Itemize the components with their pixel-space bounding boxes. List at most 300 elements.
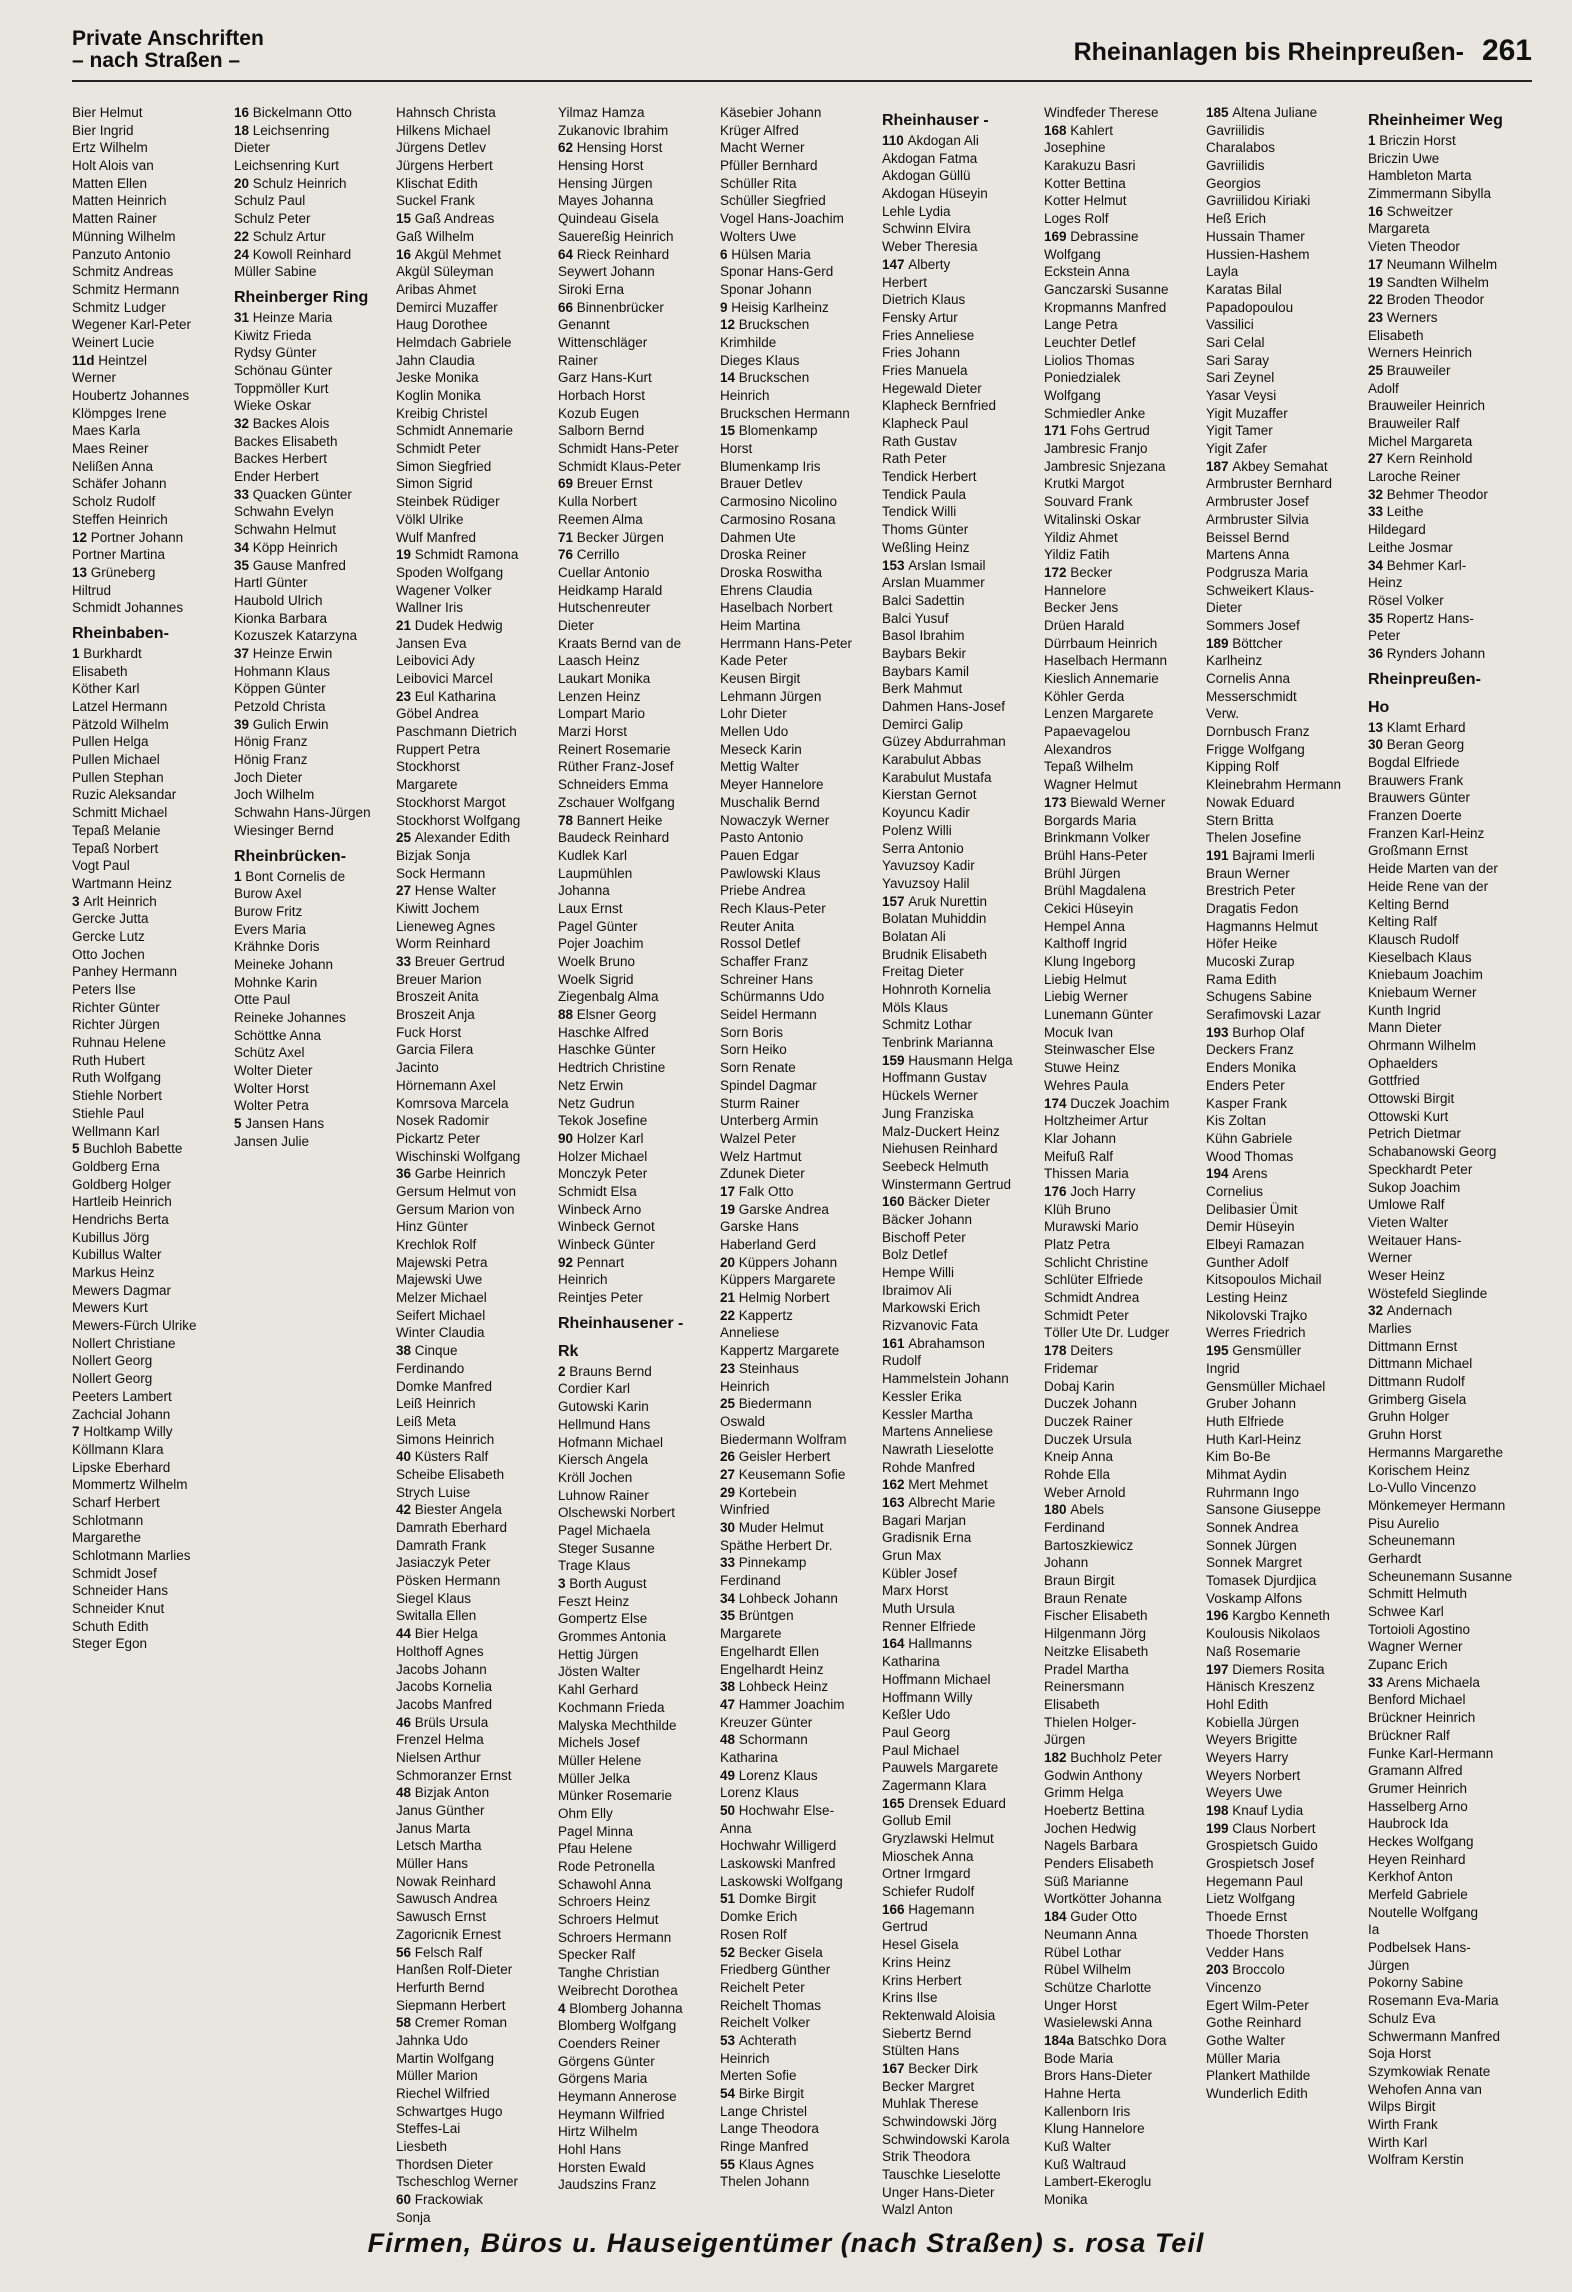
- directory-entry: Gensmüller Michael: [1206, 1378, 1326, 1394]
- directory-entry: Ziegenbalg Alma: [558, 989, 659, 1005]
- directory-entry: Kulla Norbert: [558, 494, 637, 510]
- directory-entry: Reichelt Thomas: [720, 1997, 822, 2013]
- directory-entry: 33 Breuer Gertrud: [396, 954, 505, 969]
- directory-entry: Briczin Uwe: [1368, 150, 1440, 166]
- directory-entry: Johanna: [558, 883, 610, 899]
- directory-entry: Martens Anneliese: [882, 1424, 994, 1440]
- directory-entry: Niehusen Reinhard: [882, 1141, 998, 1157]
- directory-entry: Schäfer Johann: [72, 476, 167, 492]
- directory-entry: Haselbach Hermann: [1044, 653, 1168, 669]
- street-heading: Rheinheimer Weg: [1368, 112, 1503, 129]
- directory-entry: Dieter: [234, 140, 271, 156]
- directory-entry: Hörnemann Axel: [396, 1077, 496, 1093]
- directory-entry: Schreiner Hans: [720, 971, 814, 987]
- directory-entry: Dahmen Hans-Josef: [882, 699, 1006, 714]
- directory-entry: 5 Jansen Hans: [234, 1116, 325, 1132]
- directory-entry: Armbruster Josef: [1206, 494, 1309, 510]
- directory-entry: Dittmann Michael: [1368, 1356, 1473, 1372]
- directory-entry: Ibraimov Ali: [882, 1282, 952, 1298]
- directory-entry: Pradel Martha: [1044, 1661, 1129, 1677]
- directory-entry: Steinwascher Else: [1044, 1042, 1156, 1058]
- directory-entry: Meineke Johann: [234, 956, 334, 972]
- directory-entry: Matten Rainer: [72, 211, 157, 227]
- directory-entry: Thissen Maria: [1044, 1166, 1129, 1182]
- directory-entry: Yigit Muzaffer: [1206, 405, 1288, 421]
- directory-entry: Kierstan Gernot: [882, 787, 977, 803]
- directory-entry: Strych Luise: [396, 1484, 471, 1500]
- directory-entry: Schulz Paul: [234, 193, 306, 209]
- directory-entry: Carmosino Rosana: [720, 511, 836, 527]
- directory-entry: Großmann Ernst: [1368, 843, 1468, 859]
- directory-entry: Winbeck Arno: [558, 1201, 642, 1217]
- directory-entry: Maes Karla: [72, 423, 141, 439]
- directory-entry: Brückner Ralf: [1368, 1727, 1450, 1743]
- directory-entry: Weyers Harry: [1206, 1749, 1289, 1765]
- directory-entry: Gerhardt: [1368, 1550, 1422, 1566]
- directory-entry: Bolatan Muhiddin: [882, 911, 987, 927]
- directory-entry: Balci Sadettin: [882, 592, 965, 608]
- directory-entry: Lohr Dieter: [720, 706, 787, 722]
- directory-entry: Droska Reiner: [720, 547, 807, 563]
- directory-entry: Akgül Süleyman: [396, 264, 494, 280]
- directory-entry: 187 Akbey Semahat: [1206, 458, 1328, 474]
- directory-entry: Murawski Mario: [1044, 1219, 1139, 1235]
- directory-entry: Vogel Hans-Joachim: [720, 211, 844, 227]
- directory-entry: Baybars Bekir: [882, 645, 967, 661]
- directory-entry: Köther Karl: [72, 681, 140, 697]
- directory-entry: Pagel Michaela: [558, 1522, 651, 1538]
- directory-entry: Weser Heinz: [1368, 1267, 1446, 1283]
- directory-entry: Kessler Erika: [882, 1388, 962, 1404]
- directory-entry: Hoebertz Bettina: [1044, 1803, 1145, 1818]
- directory-entry: Winbeck Günter: [558, 1237, 655, 1252]
- directory-entry: Quindeau Gisela: [558, 211, 659, 227]
- directory-entry: Lipske Eberhard: [72, 1459, 171, 1475]
- directory-entry: 23 Steinhaus: [720, 1360, 799, 1376]
- directory-entry: Kade Peter: [720, 653, 788, 669]
- directory-entry: Malz-Duckert Heinz: [882, 1123, 1000, 1139]
- directory-entry: Töller Ute Dr. Ludger: [1044, 1325, 1170, 1341]
- directory-entry: Lunemann Günter: [1044, 1007, 1153, 1023]
- directory-entry: 196 Kargbo Kenneth: [1206, 1608, 1330, 1624]
- directory-entry: Spindel Dagmar: [720, 1077, 817, 1093]
- directory-entry: Richter Jürgen: [72, 1017, 160, 1033]
- directory-entry: Otte Paul: [234, 992, 291, 1008]
- directory-column-1: [72, 104, 234, 2194]
- directory-entry: Krähnke Doris: [234, 939, 320, 955]
- directory-entry: Sari Saray: [1206, 352, 1270, 368]
- directory-entry: Käsebier Johann: [720, 105, 822, 120]
- directory-entry: 23 Eul Katharina: [396, 688, 496, 704]
- directory-entry: Hönig Franz: [234, 734, 308, 750]
- directory-entry: Unger Hans-Dieter: [882, 2184, 995, 2200]
- directory-entry: Laukart Monika: [558, 671, 651, 686]
- header-subcategory: – nach Straßen –: [72, 49, 241, 72]
- directory-entry: Adolf: [1368, 380, 1399, 396]
- directory-entry: Weber Arnold: [1044, 1484, 1126, 1500]
- directory-entry: 78 Bannert Heike: [558, 812, 663, 828]
- directory-entry: Mocuk Ivan: [1044, 1024, 1114, 1040]
- directory-entry: Tepaß Melanie: [72, 822, 161, 838]
- directory-entry: Unterberg Armin: [720, 1113, 819, 1129]
- directory-entry: Sonnek Andrea: [1206, 1520, 1299, 1535]
- directory-entry: Hilgenmann Jörg: [1044, 1626, 1147, 1642]
- directory-entry: Pawlowski Klaus: [720, 865, 821, 881]
- directory-entry: Hohmann Klaus: [234, 663, 331, 679]
- directory-entry: Rama Edith: [1206, 971, 1277, 987]
- directory-entry: Stülten Hans: [882, 2043, 960, 2059]
- directory-entry: Laasch Heinz: [558, 653, 640, 669]
- directory-entry: Braun Renate: [1044, 1590, 1128, 1606]
- directory-entry: Meseck Karin: [720, 741, 802, 757]
- directory-entry: Hussain Thamer: [1206, 228, 1305, 244]
- directory-entry: Hutschenreuter: [558, 600, 651, 616]
- directory-entry: Becker Jens: [1044, 600, 1119, 616]
- directory-entry: 13 Grüneberg: [72, 564, 156, 580]
- directory-entry: Woelk Sigrid: [558, 971, 634, 987]
- directory-column-3: [396, 104, 558, 2225]
- directory-entry: Egert Wilm-Peter: [1206, 1997, 1309, 2013]
- directory-entry: Siroki Erna: [558, 281, 625, 297]
- directory-entry: Helmdach Gabriele: [396, 334, 512, 350]
- directory-entry: Houbertz Johannes: [72, 388, 190, 403]
- directory-entry: 25 Brauweiler: [1368, 362, 1451, 378]
- directory-entry: Rohde Manfred: [882, 1459, 976, 1475]
- directory-entry: Reichelt Peter: [720, 1979, 805, 1995]
- directory-entry: 34 Behmer Karl-: [1368, 557, 1467, 573]
- directory-entry: Reineke Johannes: [234, 1010, 346, 1025]
- directory-entry: Pojer Joachim: [558, 936, 644, 952]
- directory-entry: Krins Herbert: [882, 1972, 962, 1988]
- directory-entry: Akdogan Hüseyin: [882, 186, 988, 202]
- directory-entry: Werres Friedrich: [1206, 1325, 1306, 1341]
- directory-entry: Steger Egon: [72, 1636, 148, 1652]
- directory-entry: Salborn Bernd: [558, 423, 645, 439]
- directory-entry: Godwin Anthony: [1044, 1767, 1143, 1783]
- directory-entry: Wolfram Kerstin: [1368, 2152, 1464, 2168]
- directory-entry: Thielen Holger-: [1044, 1714, 1137, 1730]
- directory-entry: Markowski Erich: [882, 1300, 981, 1316]
- directory-entry: Akdogan Fatma: [882, 150, 978, 166]
- directory-entry: Laroche Reiner: [1368, 469, 1461, 485]
- directory-entry: Trage Klaus: [558, 1558, 631, 1574]
- directory-entry: 3 Borth August: [558, 1576, 647, 1591]
- directory-entry: 4 Blomberg Johanna: [558, 2000, 683, 2016]
- directory-entry: Scheibe Elisabeth: [396, 1466, 505, 1482]
- directory-entry: Leuchter Detlef: [1044, 334, 1136, 350]
- directory-entry: Brauwers Günter: [1368, 790, 1471, 806]
- directory-entry: Elisabeth: [1368, 327, 1424, 343]
- directory-entry: Maes Reiner: [72, 441, 149, 457]
- directory-entry: Brauweiler Heinrich: [1368, 398, 1486, 414]
- directory-entry: Merten Sofie: [720, 2068, 797, 2084]
- directory-entry: Kahl Gerhard: [558, 1682, 639, 1698]
- directory-entry: Demirci Galip: [882, 716, 964, 732]
- directory-entry: Genannt: [558, 317, 610, 333]
- directory-entry: Jacobs Kornelia: [396, 1679, 493, 1695]
- directory-entry: Klömpges Irene: [72, 405, 167, 421]
- directory-entry: Komrsova Marcela: [396, 1095, 509, 1111]
- directory-entry: Kobiella Jürgen: [1206, 1714, 1300, 1730]
- directory-entry: Walzel Peter: [720, 1130, 797, 1146]
- directory-entry: 110 Akdogan Ali: [882, 133, 979, 148]
- directory-entry: Goldberg Erna: [72, 1158, 160, 1174]
- directory-entry: Hambleton Marta: [1368, 168, 1472, 184]
- directory-entry: Haubrock Ida: [1368, 1816, 1449, 1832]
- directory-entry: Kalthoff Ingrid: [1044, 936, 1128, 952]
- directory-entry: Jasiaczyk Peter: [396, 1555, 491, 1571]
- directory-entry: Lieneweg Agnes: [396, 918, 496, 934]
- directory-entry: 92 Pennart: [558, 1254, 625, 1270]
- directory-entry: Hoffmann Gustav: [882, 1070, 987, 1086]
- directory-entry: Völkl Ulrike: [396, 511, 464, 527]
- directory-entry: Brückner Heinrich: [1368, 1710, 1476, 1726]
- directory-entry: Yildiz Ahmet: [1044, 529, 1118, 545]
- directory-entry: Gersum Helmut von: [396, 1183, 517, 1199]
- directory-entry: 194 Arens: [1206, 1166, 1268, 1182]
- directory-entry: Pätzold Wilhelm: [72, 716, 169, 732]
- directory-entry: Lenzen Heinz: [558, 688, 641, 704]
- directory-entry: Marlies: [1368, 1321, 1412, 1336]
- directory-entry: 30 Muder Helmut: [720, 1520, 824, 1535]
- directory-entry: Bartoszkiewicz: [1044, 1537, 1134, 1553]
- footer-note: Firmen, Büros u. Hauseigentümer (nach Straßen) s. rosa Teil: [367, 2228, 1205, 2258]
- directory-entry: Haug Dorothee: [396, 317, 488, 333]
- directory-entry: Kübler Josef: [882, 1565, 958, 1581]
- directory-entry: Wortkötter Johanna: [1044, 1891, 1162, 1907]
- directory-entry: Broszeit Anja: [396, 1007, 475, 1023]
- directory-entry: Heyen Reinhard: [1368, 1851, 1466, 1867]
- directory-entry: 30 Beran Georg: [1368, 737, 1465, 753]
- directory-entry: Heinrich: [720, 2050, 770, 2066]
- directory-entry: Dobaj Karin: [1044, 1378, 1115, 1394]
- directory-entry: 56 Felsch Ralf: [396, 1944, 483, 1960]
- directory-entry: Liesbeth: [396, 2139, 448, 2155]
- directory-entry: Karabulut Abbas: [882, 752, 982, 768]
- directory-entry: Basol Ibrahim: [882, 628, 965, 644]
- directory-entry: Vieten Walter: [1368, 1214, 1449, 1230]
- directory-entry: Weyers Norbert: [1206, 1767, 1301, 1783]
- directory-entry: Zagermann Klara: [882, 1777, 987, 1793]
- directory-entry: 2 Brauns Bernd: [558, 1363, 652, 1379]
- directory-entry: 21 Helmig Norbert: [720, 1290, 830, 1306]
- directory-entry: Nollert Christiane: [72, 1335, 176, 1351]
- directory-entry: Zdunek Dieter: [720, 1166, 805, 1182]
- directory-entry: Richter Günter: [72, 999, 160, 1015]
- directory-entry: Duczek Johann: [1044, 1396, 1138, 1412]
- directory-entry: Heinrich: [720, 1378, 770, 1394]
- directory-entry: Mettig Walter: [720, 759, 800, 775]
- directory-entry: Kozub Eugen: [558, 405, 640, 421]
- directory-entry: Mihmat Aydin: [1206, 1466, 1287, 1482]
- directory-entry: Garske Hans: [720, 1219, 799, 1235]
- directory-entry: Dieter: [1206, 600, 1243, 616]
- directory-entry: Blomberg Wolfgang: [558, 2018, 677, 2034]
- directory-entry: Wagner Werner: [1368, 1639, 1463, 1655]
- directory-entry: Weber Theresia: [882, 239, 978, 255]
- directory-entry: Nawrath Lieselotte: [882, 1441, 994, 1457]
- directory-entry: Schmidt Peter: [1044, 1307, 1129, 1323]
- directory-entry: Sauereßig Heinrich: [558, 228, 674, 244]
- directory-entry: Elbeyi Ramazan: [1206, 1237, 1305, 1252]
- directory-entry: Garcia Filera: [396, 1042, 474, 1058]
- directory-entry: Funke Karl-Hermann: [1368, 1745, 1494, 1761]
- directory-entry: Thelen Johann: [720, 2174, 810, 2190]
- directory-entry: Lambert-Ekeroglu: [1044, 2174, 1152, 2190]
- directory-entry: Yavuzsoy Halil: [882, 875, 970, 891]
- directory-entry: Tauschke Lieselotte: [882, 2167, 1001, 2183]
- directory-entry: 193 Burhop Olaf: [1206, 1024, 1305, 1040]
- directory-entry: Priebe Andrea: [720, 883, 806, 899]
- directory-entry: Rösel Volker: [1368, 592, 1444, 608]
- directory-entry: Franzen Karl-Heinz: [1368, 825, 1485, 841]
- directory-entry: Schwartges Hugo: [396, 2103, 503, 2119]
- directory-entry: Bizjak Sonja: [396, 847, 471, 863]
- directory-entry: Sonnek Jürgen: [1206, 1537, 1297, 1553]
- directory-entry: Ruppert Petra: [396, 741, 481, 757]
- directory-entry: Walzl Anton: [882, 2202, 953, 2218]
- directory-entry: Freitag Dieter: [882, 964, 964, 980]
- directory-entry: Baybars Kamil: [882, 663, 970, 679]
- directory-entry: Noutelle Wolfgang: [1368, 1904, 1479, 1920]
- directory-entry: Schmidt Annemarie: [396, 423, 514, 439]
- directory-entry: Zachcial Johann: [72, 1406, 171, 1422]
- directory-entry: 22 Schulz Artur: [234, 228, 326, 244]
- directory-entry: Pauen Edgar: [720, 847, 799, 863]
- directory-entry: Steffes-Lai: [396, 2121, 461, 2137]
- directory-entry: Bäcker Johann: [882, 1211, 973, 1227]
- directory-entry: Mewers-Fürch Ulrike: [72, 1318, 197, 1334]
- directory-entry: Herfurth Bernd: [396, 1979, 485, 1995]
- directory-entry: Hohl Edith: [1206, 1696, 1269, 1712]
- directory-column-8: [1206, 104, 1368, 2194]
- directory-entry: Karlheinz: [1206, 653, 1263, 669]
- directory-entry: Kionka Barbara: [234, 610, 328, 626]
- directory-entry: Burow Fritz: [234, 903, 303, 919]
- directory-entry: 88 Elsner Georg: [558, 1007, 657, 1023]
- directory-entry: 49 Lorenz Klaus: [720, 1767, 818, 1783]
- directory-entry: Gryzlawski Helmut: [882, 1831, 994, 1846]
- directory-columns: [72, 104, 1532, 2225]
- directory-entry: Gavriilidis: [1206, 158, 1265, 174]
- directory-entry: Joch Wilhelm: [234, 787, 315, 803]
- directory-entry: Sari Celal: [1206, 334, 1265, 350]
- directory-entry: 21 Dudek Hedwig: [396, 617, 503, 633]
- directory-entry: Süß Marianne: [1044, 1873, 1129, 1889]
- directory-entry: Lehle Lydia: [882, 203, 951, 219]
- directory-entry: Hochwahr Willigerd: [720, 1838, 837, 1854]
- directory-entry: Hegemann Paul: [1206, 1873, 1303, 1889]
- directory-entry: Hussien-Hashem: [1206, 246, 1310, 262]
- directory-entry: Fries Manuela: [882, 362, 968, 378]
- directory-entry: Tanghe Christian: [558, 1965, 660, 1981]
- directory-entry: 32 Backes Alois: [234, 416, 330, 431]
- directory-entry: Vincenzo: [1206, 1979, 1262, 1995]
- directory-entry: Fensky Artur: [882, 309, 958, 325]
- directory-entry: Rohde Ella: [1044, 1466, 1111, 1482]
- directory-entry: Marx Horst: [882, 1583, 949, 1599]
- directory-entry: Kraats Bernd van de: [558, 635, 682, 651]
- directory-entry: 172 Becker: [1044, 564, 1113, 580]
- directory-entry: Nagels Barbara: [1044, 1838, 1138, 1854]
- directory-entry: Krechlok Rolf: [396, 1237, 477, 1252]
- directory-entry: Mann Dieter: [1368, 1020, 1442, 1036]
- directory-entry: Schütz Axel: [234, 1045, 305, 1061]
- directory-entry: Lietz Wolfgang: [1206, 1891, 1296, 1907]
- directory-entry: 27 Keusemann Sofie: [720, 1466, 846, 1482]
- directory-entry: Peters Ilse: [72, 982, 136, 997]
- street-district: Ho: [1368, 698, 1390, 716]
- directory-entry: 167 Becker Dirk: [882, 2060, 979, 2076]
- directory-entry: Cornelius: [1206, 1183, 1264, 1199]
- directory-entry: 161 Abrahamson: [882, 1335, 985, 1351]
- directory-entry: Schulz Eva: [1368, 2010, 1436, 2026]
- directory-entry: 169 Debrassine: [1044, 228, 1139, 244]
- directory-entry: 180 Abels: [1044, 1502, 1105, 1518]
- directory-entry: Hagmanns Helmut: [1206, 918, 1318, 934]
- directory-entry: 17 Falk Otto: [720, 1183, 794, 1199]
- directory-entry: Jansen Eva: [396, 635, 467, 651]
- directory-entry: Kubillus Jörg: [72, 1229, 150, 1245]
- directory-entry: Jürgen: [1044, 1732, 1086, 1748]
- directory-entry: 203 Broccolo: [1206, 1962, 1285, 1978]
- directory-entry: Rainer: [558, 352, 598, 368]
- directory-entry: Naß Rosemarie: [1206, 1643, 1301, 1659]
- directory-entry: Feszt Heinz: [558, 1593, 630, 1609]
- directory-entry: Hegewald Dieter: [882, 380, 982, 396]
- directory-entry: Switalla Ellen: [396, 1608, 477, 1624]
- directory-entry: 48 Schormann: [720, 1732, 808, 1748]
- directory-entry: Melzer Michael: [396, 1290, 487, 1306]
- directory-entry: Hückels Werner: [882, 1088, 978, 1104]
- directory-entry: Leibovici Marcel: [396, 671, 493, 686]
- directory-entry: Weßling Heinz: [882, 539, 970, 555]
- directory-entry: Ohm Elly: [558, 1805, 613, 1821]
- directory-entry: Kotter Helmut: [1044, 193, 1127, 209]
- directory-entry: Cordier Karl: [558, 1381, 631, 1397]
- directory-entry: Schwahn Helmut: [234, 522, 337, 538]
- directory-entry: 1 Burkhardt: [72, 645, 142, 661]
- directory-entry: Gunther Adolf: [1206, 1254, 1289, 1270]
- directory-entry: Wagner Helmut: [1044, 777, 1138, 793]
- directory-entry: 20 Küppers Johann: [720, 1254, 838, 1270]
- directory-entry: Kneip Anna: [1044, 1449, 1114, 1465]
- directory-entry: 54 Birke Birgit: [720, 2086, 805, 2101]
- directory-entry: Damrath Eberhard: [396, 1520, 508, 1535]
- directory-entry: Hettig Jürgen: [558, 1646, 639, 1662]
- directory-entry: Schwindowski Karola: [882, 2131, 1010, 2147]
- directory-entry: Specker Ralf: [558, 1947, 636, 1963]
- directory-entry: Koyuncu Kadir: [882, 805, 970, 821]
- directory-column-7: [1044, 104, 1206, 2208]
- directory-entry: 31 Heinze Maria: [234, 309, 333, 325]
- directory-entry: Kipping Rolf: [1206, 759, 1279, 775]
- directory-entry: Wulf Manfred: [396, 529, 477, 545]
- directory-entry: Vassilici: [1206, 317, 1254, 333]
- directory-entry: Grommes Antonia: [558, 1629, 667, 1645]
- directory-entry: Marzi Horst: [558, 724, 628, 740]
- directory-entry: Rath Gustav: [882, 433, 958, 449]
- directory-entry: Laupmühlen: [558, 865, 633, 881]
- street-heading: Rheinhausener -: [558, 1314, 684, 1332]
- directory-entry: Krimhilde: [720, 334, 777, 350]
- directory-entry: Schlicht Christine: [1044, 1254, 1149, 1270]
- directory-entry: Hensing Jürgen: [558, 175, 653, 191]
- directory-entry: 16 Akgül Mehmet: [396, 246, 502, 262]
- directory-entry: Letsch Martha: [396, 1838, 482, 1854]
- directory-entry: Gercke Lutz: [72, 928, 145, 944]
- directory-entry: Schawohl Anna: [558, 1876, 652, 1892]
